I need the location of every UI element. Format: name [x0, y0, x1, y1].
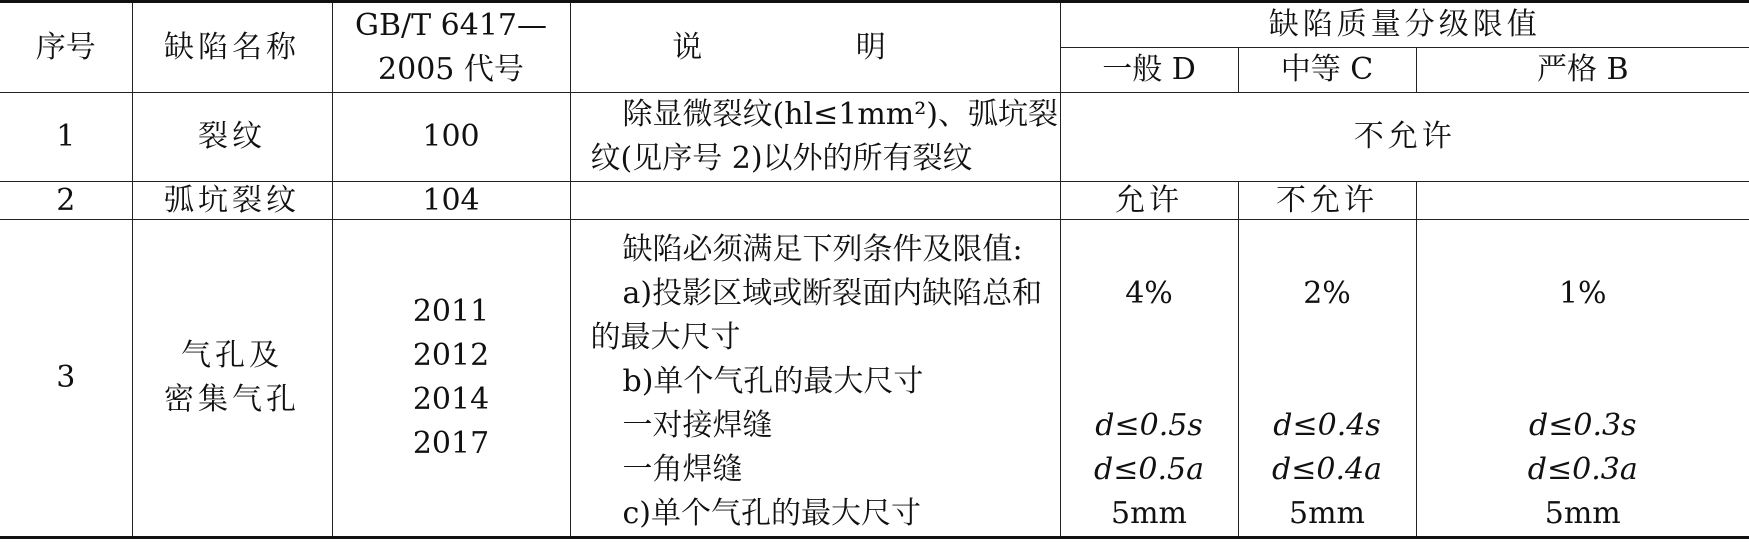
- row1-name: 裂纹: [132, 93, 332, 182]
- row3-grade-d-size: 5mm: [1111, 496, 1187, 531]
- table-row: [0, 220, 1749, 538]
- header-limits: 缺陷质量分级限值: [1060, 2, 1749, 48]
- row3-no: 3: [0, 220, 132, 538]
- row1-no: 1: [0, 93, 132, 182]
- row2-no: 2: [0, 182, 132, 220]
- row3-grade-b-fillet: d≤0.3a: [1527, 452, 1638, 487]
- row3-grade-c-butt: d≤0.4s: [1273, 408, 1381, 443]
- row3-code: 2014: [412, 382, 490, 417]
- row1-code: 100: [332, 93, 570, 182]
- header-code-line2: 2005 代号: [378, 51, 524, 87]
- header-grade-d: 一般 D: [1060, 48, 1238, 93]
- row3-code: 2011: [412, 294, 490, 329]
- row3-grade-d-fillet: d≤0.5a: [1094, 452, 1204, 487]
- row2-grade-d: 允许: [1060, 182, 1238, 220]
- row3-grade-d-butt: d≤0.5s: [1095, 408, 1203, 443]
- row3-desc-line: b)单个气孔的最大尺寸: [622, 364, 924, 399]
- row1-limit-all: 不允许: [1060, 93, 1749, 182]
- row2-name: 弧坑裂纹: [132, 182, 332, 220]
- row3-grade-c-fillet: d≤0.4a: [1272, 452, 1382, 487]
- table-row: [0, 93, 1749, 182]
- row3-code: 2017: [412, 426, 490, 461]
- header-description: 说 明: [570, 2, 1060, 93]
- row3-grade-c-pct: 2%: [1303, 276, 1351, 311]
- row3-grade-b: [1416, 220, 1749, 538]
- row3-desc-line: 缺陷必须满足下列条件及限值:: [622, 232, 1023, 267]
- row3-grade-c-size: 5mm: [1289, 496, 1365, 531]
- row3-desc-line: 一对接焊缝: [622, 408, 773, 443]
- row3-name-line1: 气孔及: [181, 338, 283, 373]
- row1-description: [570, 93, 1060, 182]
- header-no: 序号: [0, 2, 132, 93]
- row3-grade-b-pct: 1%: [1558, 276, 1607, 311]
- header-name: 缺陷名称: [132, 2, 332, 93]
- header-code: [332, 2, 570, 93]
- row3-grade-b-size: 5mm: [1544, 496, 1621, 531]
- row3-name: [132, 220, 332, 538]
- row1-desc-line1: 除显微裂纹(hl≤1mm²)、弧坑裂: [622, 97, 1058, 132]
- row3-grade-b-butt: d≤0.3s: [1529, 408, 1637, 443]
- row1-desc-line2: 纹(见序号 2)以外的所有裂纹: [590, 141, 973, 176]
- row3-name-line2: 密集气孔: [164, 382, 300, 417]
- row3-desc-line: 一角焊缝: [622, 452, 743, 487]
- row3-code: 2012: [412, 338, 490, 373]
- header-grade-c: 中等 C: [1238, 48, 1416, 93]
- row3-desc-line: 的最大尺寸: [590, 320, 741, 355]
- row3-grade-d: [1060, 220, 1238, 538]
- row2-grade-b: [1416, 182, 1749, 220]
- row3-codes: [332, 220, 570, 538]
- row2-code: 104: [332, 182, 570, 220]
- row3-description: [570, 220, 1060, 538]
- row3-grade-d-pct: 4%: [1125, 276, 1173, 311]
- header-code-line1: GB/T 6417—: [354, 7, 547, 43]
- row3-desc-line: c)单个气孔的最大尺寸: [622, 496, 922, 531]
- row3-desc-line: a)投影区域或断裂面内缺陷总和: [622, 276, 1043, 311]
- header-grade-b: 严格 B: [1416, 48, 1749, 93]
- row2-description: [570, 182, 1060, 220]
- row3-grade-c: [1238, 220, 1416, 538]
- row2-grade-c: 不允许: [1238, 182, 1416, 220]
- table-row: [0, 182, 1749, 220]
